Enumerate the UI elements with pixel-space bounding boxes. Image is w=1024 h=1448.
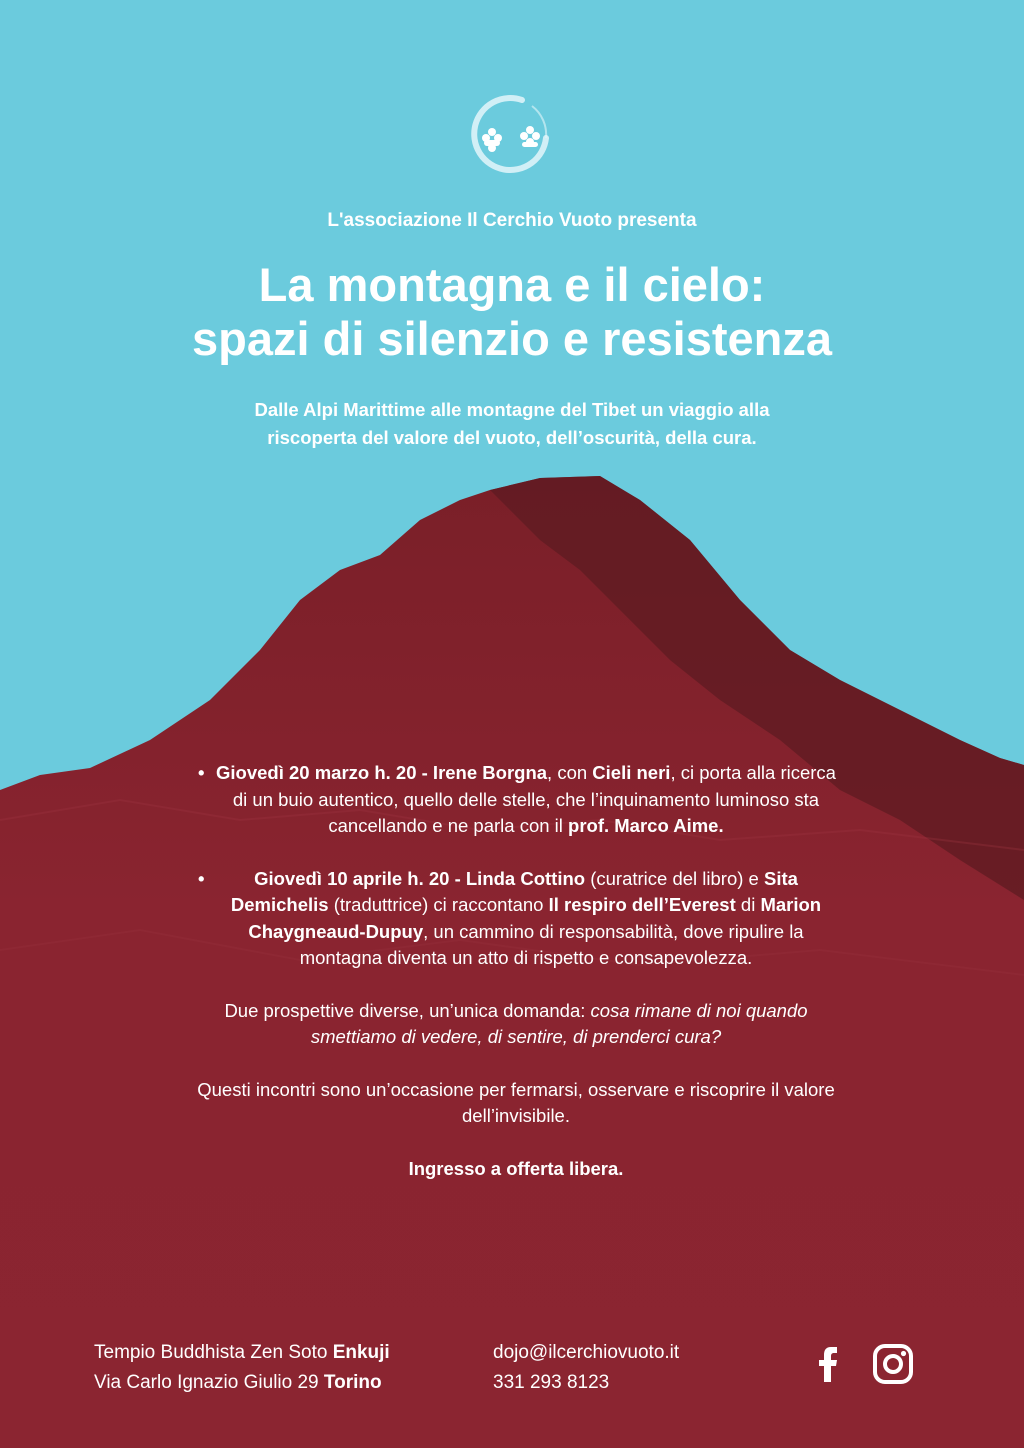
event-text: , un cammino di responsabilità, dove ripulire la montagna diventa un atto di rispetto e consapevolezza. xyxy=(299,920,804,968)
title-line-2: spazi di silenzio e resistenza xyxy=(192,312,832,365)
event-author: Marion Chaygneaud-Dupuy xyxy=(248,894,822,942)
event-date-speaker: Giovedì 20 marzo h. 20 - Irene Borgna xyxy=(216,762,548,783)
event-book: Cieli neri xyxy=(592,762,671,783)
venue-name: Enkuji xyxy=(332,1342,390,1363)
facebook-icon[interactable] xyxy=(806,1342,850,1386)
event-text: , con xyxy=(547,762,593,783)
contact-info xyxy=(493,1338,679,1398)
bullet: • xyxy=(198,867,205,889)
subtitle-line-1: Dalle Alpi Marittime alle montagne del Tibet un viaggio alla xyxy=(254,399,770,420)
venue-info xyxy=(94,1338,390,1398)
venue-line xyxy=(94,1338,390,1368)
event-text: , ci porta alla ricerca di un buio autentico, quello delle stelle, che l’inquinamento luminoso sta cancellando e ne parla con il xyxy=(232,762,836,836)
subtitle xyxy=(180,396,844,452)
reflection-question: cosa rimane di noi quando smettiamo di vedere, di sentire, di prenderci cura? xyxy=(310,999,808,1047)
enso-circle-logo-icon xyxy=(462,88,558,184)
instagram-icon[interactable] xyxy=(871,1342,915,1386)
event-book: Il respiro dell’Everest xyxy=(548,894,736,915)
event-item xyxy=(196,866,836,972)
bullet: • xyxy=(198,762,205,783)
subtitle-line-2: riscoperta del valore del vuoto, dell’oscurità, della cura. xyxy=(267,427,757,448)
phone-number[interactable]: 331 293 8123 xyxy=(493,1372,610,1393)
presenter-line: L'associazione Il Cerchio Vuoto presenta xyxy=(327,210,697,231)
reflection-paragraph xyxy=(196,998,836,1051)
event-body xyxy=(196,760,836,1208)
event-text: di xyxy=(735,894,761,915)
event-text: (curatrice del libro) e xyxy=(585,867,764,889)
address-line xyxy=(94,1368,390,1398)
address-prefix: Via Carlo Ignazio Giulio 29 xyxy=(94,1372,324,1393)
email-link[interactable]: dojo@ilcerchiovuoto.it xyxy=(493,1342,680,1363)
page-title xyxy=(0,258,1024,366)
event-text: (traduttrice) ci raccontano xyxy=(328,894,549,915)
entry-text: Ingresso a offerta libera. xyxy=(408,1157,624,1179)
title-line-1: La montagna e il cielo: xyxy=(258,258,766,311)
closing-paragraph: Questi incontri sono un’occasione per fermarsi, osservare e riscoprire il valore dell’invisibile. xyxy=(197,1078,835,1126)
venue-prefix: Tempio Buddhista Zen Soto xyxy=(94,1342,333,1363)
reflection-lead: Due prospettive diverse, un’unica domanda: xyxy=(224,999,591,1021)
event-item xyxy=(196,760,836,840)
event-guest: prof. Marco Aime. xyxy=(568,815,724,836)
event-speaker-2: Sita Demichelis xyxy=(230,867,798,915)
entry-note xyxy=(196,1156,836,1183)
city: Torino xyxy=(323,1372,382,1393)
event-date-speaker: Giovedì 10 aprile h. 20 - Linda Cottino xyxy=(254,867,586,889)
